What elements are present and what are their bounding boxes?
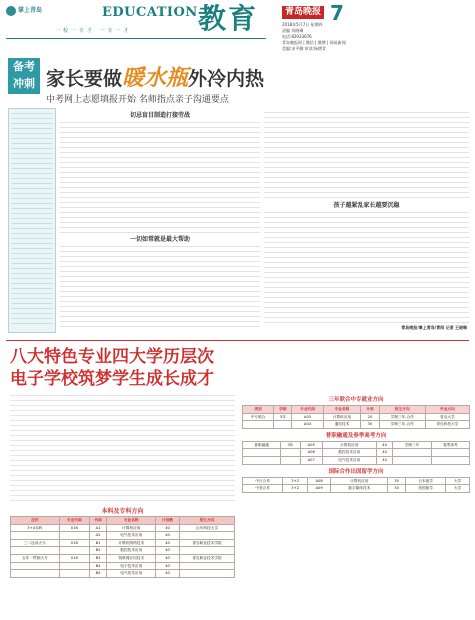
left-table-cell: 电子技术应用 — [107, 562, 156, 570]
masthead — [0, 0, 475, 51]
r2-cell — [431, 456, 469, 464]
left-table-cell: 电气技术应用 — [107, 532, 156, 540]
left-table-cell: B1 — [89, 539, 107, 547]
r1-cell: 3年 — [274, 413, 292, 421]
r2-cell — [431, 449, 469, 457]
left-table-cell: 物联网应用技术 — [107, 554, 156, 562]
section-heading-3: 孩子越紧乱家长越要沉稳 — [333, 202, 400, 209]
paper-name: 青岛晚报 — [282, 6, 324, 19]
right-title-3: 国际合作出国留学方向 — [328, 468, 384, 475]
r3-cell: 3+2 — [283, 477, 308, 485]
left-table-cell: 40 — [156, 554, 180, 562]
left-table-cell — [11, 570, 60, 578]
r3-cell: 中日合作 — [243, 477, 283, 485]
left-table-row — [11, 554, 235, 562]
left-table-cell: A1 — [89, 524, 107, 532]
r1-cell: 青岛科技大学 — [425, 421, 469, 429]
headline-part-b: 暖水瓶 — [122, 66, 189, 91]
r2-row — [243, 456, 470, 464]
left-table-cell — [179, 562, 234, 570]
feature-headline — [46, 65, 264, 93]
r1-cell: 计算机应用 — [323, 413, 361, 421]
r1-cell: 30 — [361, 421, 379, 429]
r2-cell: 学制三年 — [393, 441, 431, 449]
left-table-cell: B3 — [89, 554, 107, 562]
left-table-row — [11, 547, 235, 555]
badge-line1: 备考 — [13, 60, 35, 73]
left-table-cell — [179, 547, 234, 555]
left-table-cell: B4 — [89, 562, 107, 570]
r2-cell: 电气技术应用 — [322, 456, 376, 464]
r2-cell: 数控技术应用 — [322, 449, 376, 457]
r2-cell: 40 — [376, 456, 393, 464]
left-table-cell: 40 — [156, 539, 180, 547]
r3-cell: 计算机应用 — [331, 477, 388, 485]
r1-cell — [243, 421, 274, 429]
left-table-cell: B2 — [89, 547, 107, 555]
header-rule — [6, 38, 266, 39]
r2-cell — [393, 456, 431, 464]
r1-cell: 20 — [361, 413, 379, 421]
r2-cell: 普职融通 — [243, 441, 281, 449]
header-art: 美编:宋平卿 审读:杨增青 — [282, 46, 326, 51]
r1-th-2: 专业代码 — [292, 406, 323, 414]
r1-cell: 通信技术 — [323, 421, 361, 429]
r3-cell: A08 — [307, 477, 330, 485]
left-table-cell: 青岛职业技术学院 — [179, 554, 234, 562]
left-th-5: 招生方向 — [179, 517, 234, 525]
left-table-cell — [59, 570, 89, 578]
feature-col-right — [264, 108, 469, 333]
r2-cell — [243, 456, 281, 464]
header-tel: 电话:82933676 — [282, 34, 312, 39]
badge-exam — [8, 58, 40, 94]
r1-cell: A03 — [292, 413, 323, 421]
feature-subhead: 中考网上志愿填报开始 名师指点亲子沟通要点 — [46, 95, 229, 105]
feature-col-mid — [60, 108, 260, 333]
section-heading-2: 一切如常就是最大帮助 — [129, 236, 190, 243]
left-table-cell: A2 — [89, 532, 107, 540]
r1-th-5: 招生方向 — [379, 406, 425, 414]
r2-cell — [393, 449, 431, 457]
r2-cell — [243, 449, 281, 457]
app-logo-label: 掌上青岛 — [18, 6, 43, 14]
left-table-cell: 五年一贯制大专 — [11, 554, 60, 562]
headline-part-c: 外冷内热 — [188, 68, 265, 90]
byline: 青岛晚报/掌上青岛/青网 记者 王晓琳 — [401, 325, 467, 330]
qingdao-logo-icon — [6, 6, 16, 16]
left-th-4: 计划数 — [156, 517, 180, 525]
r2-row — [243, 441, 470, 449]
r3-cell: 日本留学 — [405, 477, 445, 485]
lower-headline-1: 八大特色专业四大学历层次 — [10, 347, 214, 367]
left-table-cell: 016 — [59, 539, 89, 547]
right-table-2 — [242, 441, 470, 465]
left-table-cell: 数控技术应用 — [107, 547, 156, 555]
left-table-row — [11, 562, 235, 570]
r3-cell: 大学 — [446, 485, 470, 493]
r1-th-3: 专业名称 — [323, 406, 361, 414]
left-table-cell: 计算机网络技术 — [107, 539, 156, 547]
section-divider — [6, 340, 469, 341]
left-table-row — [11, 539, 235, 547]
edu-en: EDUCATION — [102, 5, 198, 20]
r2-row — [243, 449, 470, 457]
left-table-cell: 电气技术应用 — [107, 570, 156, 578]
left-table-cell: 3+4本科 — [11, 524, 60, 532]
left-table-cell: 山东科技大学 — [179, 524, 234, 532]
app-logo[interactable] — [6, 5, 68, 16]
left-table-cell — [11, 532, 60, 540]
r2-cell: 40 — [376, 441, 393, 449]
right-table-3 — [242, 477, 470, 493]
section-heading-1: 切忌盲目制造打接劳战 — [129, 112, 190, 119]
page-number: 7 — [330, 1, 344, 25]
header-links: 青岛晚报网 | 微信 | 微博 | 网易新闻 — [282, 40, 346, 45]
r3-cell: 数字媒体技术 — [331, 485, 388, 493]
r3-cell: 3+2 — [283, 485, 308, 493]
left-table-cell — [59, 547, 89, 555]
r2-cell: 40 — [376, 449, 393, 457]
header-editor: 责编 刘晓琳 — [282, 28, 304, 33]
r2-cell: A05 — [300, 441, 322, 449]
left-th-2: 代码 — [89, 517, 107, 525]
left-table-cell: B5 — [89, 570, 107, 578]
r2-cell — [281, 456, 300, 464]
right-title-1: 三年联合中专就业方向 — [328, 397, 384, 403]
left-table-cell: 计算机应用 — [107, 524, 156, 532]
header-date: 2018年5月7日 星期四 — [282, 22, 323, 27]
lower-headline-2: 电子学校筑梦学生成长成才 — [10, 369, 214, 389]
left-table-title: 本科及专科方向 — [101, 508, 144, 515]
left-th-0: 层次 — [11, 517, 60, 525]
r2-cell: 计算机应用 — [322, 441, 376, 449]
r2-cell — [281, 449, 300, 457]
r1-th-4: 计划 — [361, 406, 379, 414]
left-table-cell: 40 — [156, 532, 180, 540]
left-table-cell: 40 — [156, 570, 180, 578]
r1-cell: 中专联合 — [243, 413, 274, 421]
left-table-cell: 青岛职业技术学院 — [179, 539, 234, 547]
r3-row — [243, 477, 470, 485]
lower-body — [10, 395, 235, 505]
r1-cell — [274, 421, 292, 429]
r1-cell: 学制三年,合作 — [379, 421, 425, 429]
right-title-2: 普职融通及春季高考方向 — [325, 432, 387, 439]
r2-cell: 春季高考 — [431, 441, 469, 449]
lower-headline — [10, 346, 470, 390]
left-table-cell: 三二连读大专 — [11, 539, 60, 547]
left-th-3: 专业名称 — [107, 517, 156, 525]
left-table-cell — [59, 532, 89, 540]
r1-th-0: 类别 — [243, 406, 274, 414]
feature-col-left — [8, 108, 56, 333]
left-table-cell — [59, 562, 89, 570]
right-tables — [242, 396, 470, 493]
left-table-cell: 40 — [156, 547, 180, 555]
r1-th-1: 学制 — [274, 406, 292, 414]
left-table-row — [11, 570, 235, 578]
r3-cell: A09 — [307, 485, 330, 493]
left-th-1: 专业代码 — [59, 517, 89, 525]
r3-row — [243, 485, 470, 493]
left-table — [10, 516, 235, 578]
right-table-1 — [242, 405, 470, 429]
r3-cell: 中美合作 — [243, 485, 283, 493]
left-table-cell — [11, 562, 60, 570]
r1-th-6: 毕业方向 — [425, 406, 469, 414]
headline-part-a: 家长要做 — [46, 68, 123, 90]
r3-cell: 30 — [388, 485, 406, 493]
header-tagline: 一校一专才 一专一才 — [55, 28, 132, 34]
left-table-cell: 40 — [156, 524, 180, 532]
r1-cell: 学制三年,合作 — [379, 413, 425, 421]
r2-cell: A07 — [300, 456, 322, 464]
left-table-cell: 016 — [59, 554, 89, 562]
r3-cell: 大学 — [446, 477, 470, 485]
left-table-cell — [179, 570, 234, 578]
left-table-cell — [11, 547, 60, 555]
r2-cell: A06 — [300, 449, 322, 457]
r2-cell: 3年 — [281, 441, 300, 449]
r3-cell: 美国留学 — [405, 485, 445, 493]
left-table-cell — [179, 532, 234, 540]
r1-cell: 青岛大学 — [425, 413, 469, 421]
r3-cell: 30 — [388, 477, 406, 485]
badge-line2: 冲刺 — [13, 77, 35, 90]
r1-row — [243, 421, 470, 429]
left-table-row — [11, 524, 235, 532]
left-table-cell: 40 — [156, 562, 180, 570]
r1-cell: A04 — [292, 421, 323, 429]
r1-row — [243, 413, 470, 421]
left-table-row — [11, 532, 235, 540]
left-table-cell: 016 — [59, 524, 89, 532]
edu-cn: 教育 — [198, 2, 259, 35]
